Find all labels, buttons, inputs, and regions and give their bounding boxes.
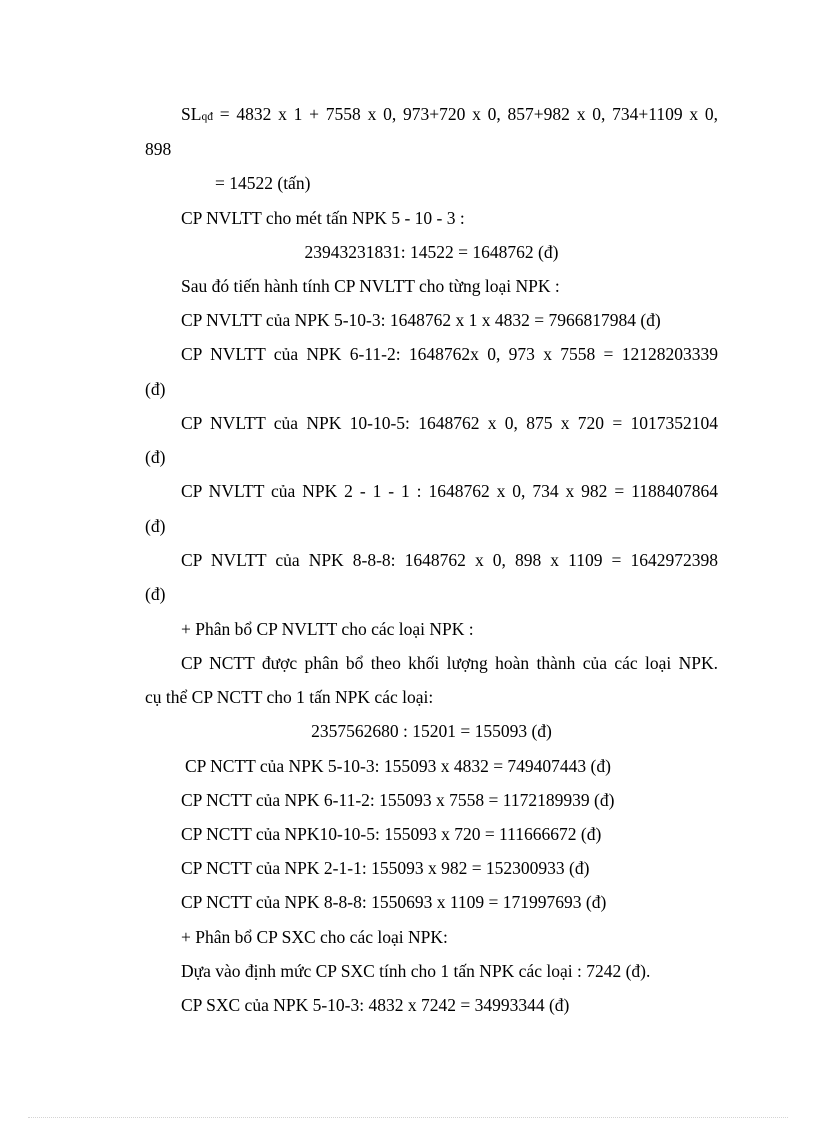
- calc-line-7: CP NVLTT của NPK 5-10-3: 1648762 x 1 x 4832 = 7966817984 (đ): [181, 310, 661, 330]
- calc-line-5: 23943231831: 14522 = 1648762 (đ): [304, 242, 559, 262]
- text-line-26: Dựa vào định mức CP SXC tính cho 1 tấn NPK các loại : 7242 (đ).: [181, 961, 651, 981]
- calc-line-24: CP NCTT của NPK 8-8-8: 1550693 x 1109 = 171997693 (đ): [181, 892, 607, 912]
- calc-line-27: CP SXC của NPK 5-10-3: 4832 x 7242 = 34993344 (đ): [181, 995, 570, 1015]
- page-bottom-border: [28, 1117, 788, 1118]
- heading-line-16: + Phân bổ CP NVLTT cho các loại NPK :: [181, 619, 474, 639]
- calc-line-8: CP NVLTT của NPK 6-11-2: 1648762x 0, 973 x 7558 = 12128203339: [181, 344, 718, 364]
- calc-line-23: CP NCTT của NPK 2-1-1: 155093 x 982 = 152300933 (đ): [181, 858, 590, 878]
- equation-line-1-rest: = 4832 x 1 + 7558 x 0, 973+720 x 0, 857+982 x 0, 734+1109 x 0,: [212, 104, 718, 124]
- calc-line-14: CP NVLTT của NPK 8-8-8: 1648762 x 0, 898 x 1109 = 1642972398: [181, 550, 718, 570]
- calc-line-12: CP NVLTT của NPK 2 - 1 - 1 : 1648762 x 0, 734 x 982 = 1188407864: [181, 481, 718, 501]
- equation-line-1: [181, 103, 718, 128]
- unit-line-11: (đ): [145, 447, 166, 467]
- unit-line-15: (đ): [145, 584, 166, 604]
- equation-result: = 14522 (tấn): [215, 173, 311, 193]
- heading-line-25: + Phân bổ CP SXC cho các loại NPK:: [181, 927, 448, 947]
- unit-line-9: (đ): [145, 379, 166, 399]
- calc-line-20: CP NCTT của NPK 5-10-3: 155093 x 4832 = 749407443 (đ): [185, 756, 611, 776]
- text-line-17: CP NCTT được phân bổ theo khối lượng hoàn thành của các loại NPK.: [181, 653, 718, 673]
- unit-line-13: (đ): [145, 516, 166, 536]
- calc-line-22: CP NCTT của NPK10-10-5: 155093 x 720 = 111666672 (đ): [181, 824, 602, 844]
- calc-line-19: 2357562680 : 15201 = 155093 (đ): [311, 721, 552, 741]
- sl-label: SL: [181, 104, 202, 124]
- text-line-6: Sau đó tiến hành tính CP NVLTT cho từng loại NPK :: [181, 276, 560, 296]
- calc-line-21: CP NCTT của NPK 6-11-2: 155093 x 7558 = 1172189939 (đ): [181, 790, 615, 810]
- calc-line-10: CP NVLTT của NPK 10-10-5: 1648762 x 0, 875 x 720 = 1017352104: [181, 413, 718, 433]
- text-line-18: cụ thể CP NCTT cho 1 tấn NPK các loại:: [145, 687, 434, 707]
- sl-subscript: qđ: [201, 111, 213, 123]
- equation-line-2: 898: [145, 139, 172, 159]
- text-line-4: CP NVLTT cho mét tấn NPK 5 - 10 - 3 :: [181, 208, 465, 228]
